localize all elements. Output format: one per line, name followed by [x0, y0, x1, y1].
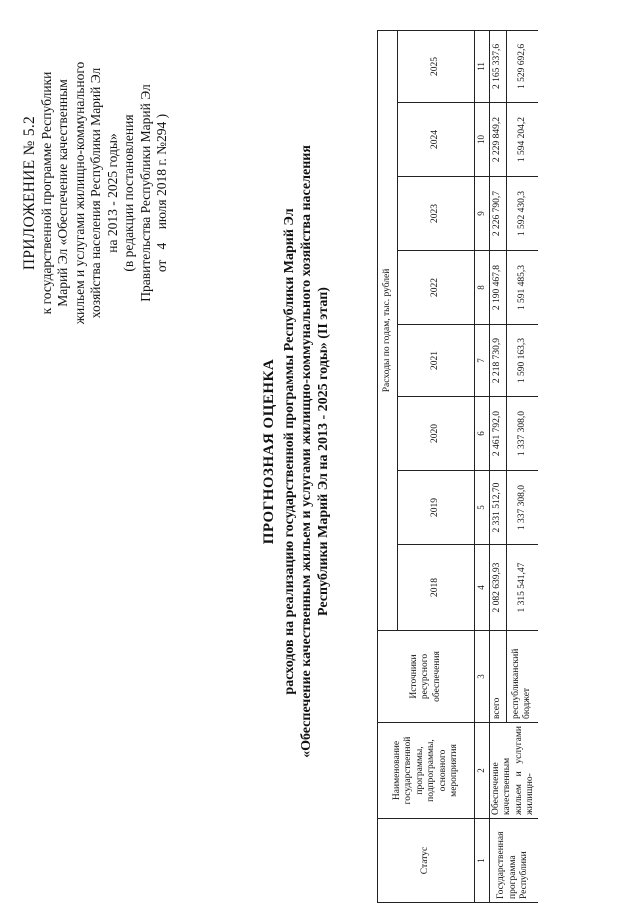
value-cell: 1 529 692,6	[507, 30, 538, 102]
header-year: 2020	[398, 397, 475, 471]
value-cell: 2 165 337,6	[489, 30, 507, 102]
source-cell: республиканский бюджет	[507, 631, 538, 723]
column-number: 7	[475, 325, 490, 397]
document-subtitle: расходов на реализацию государственной программы Республики Марий Эл	[282, 208, 297, 695]
appendix-line: Марий Эл «Обеспечение качественным	[55, 79, 70, 307]
column-number: 6	[475, 397, 490, 471]
column-number: 3	[475, 631, 490, 723]
header-year: 2025	[398, 30, 475, 102]
header-year: 2022	[398, 251, 475, 325]
header-name: Наименование государственной программы, подпрограммы, основного мероприятия	[378, 723, 475, 819]
column-number: 5	[475, 471, 490, 545]
column-number: 10	[475, 103, 490, 177]
value-cell: 2 461 792,0	[489, 397, 507, 471]
appendix-line: жильем и услугами жилищно-коммунального	[71, 61, 87, 325]
value-cell: 2 218 730,9	[489, 325, 507, 397]
header-year: 2024	[398, 103, 475, 177]
appendix-title: ПРИЛОЖЕНИЕ № 5.2	[21, 115, 38, 271]
column-number: 11	[475, 30, 490, 102]
value-cell: 1 591 485,3	[507, 251, 538, 325]
header-expenses-group: Расходы по годам, тыс. рублей	[378, 30, 398, 630]
source-cell: всего	[489, 631, 507, 723]
value-cell: 2 082 639,93	[489, 545, 507, 631]
appendix-signature: от 4 июля 2018 г. №294 )	[154, 113, 169, 273]
header-year: 2021	[398, 325, 475, 397]
value-cell: 2 331 512,70	[489, 471, 507, 545]
value-cell: 1 315 541,47	[507, 545, 538, 631]
column-number: 2	[475, 723, 490, 819]
appendix-line: Правительства Республики Марий Эл	[137, 84, 153, 302]
column-number: 1	[475, 819, 490, 903]
appendix-line: на 2013 - 2025 годы»	[104, 133, 120, 253]
value-cell: 2 190 467,8	[489, 251, 507, 325]
header-year: 2018	[398, 545, 475, 631]
column-number: 4	[475, 545, 490, 631]
appendix-line: к государственной программе Республики	[38, 71, 54, 315]
table-row	[489, 30, 507, 902]
header-sources: Источники ресурсного обеспечения	[378, 631, 475, 723]
appendix-block	[22, 43, 171, 343]
document-subtitle: Республики Марий Эл на 2013 - 2025 годы» (II этап)	[316, 287, 331, 616]
appendix-line: (в редакции постановления	[121, 114, 136, 272]
header-status: Статус	[378, 819, 475, 903]
value-cell: 1 337 308,0	[507, 471, 538, 545]
appendix-line: хозяйства населения Республики Марий Эл	[88, 67, 103, 319]
expenses-table	[377, 30, 538, 903]
document-title: ПРОГНОЗНАЯ ОЦЕНКА	[261, 358, 277, 545]
column-number: 8	[475, 251, 490, 325]
value-cell: 1 337 308,0	[507, 397, 538, 471]
column-number: 9	[475, 177, 490, 251]
value-cell: 2 226 790,7	[489, 177, 507, 251]
value-cell: 1 590 163,3	[507, 325, 538, 397]
document-subtitle: «Обеспечение качественным жильем и услугами жилищно-коммунального хозяйства населения	[299, 145, 314, 758]
value-cell: 1 592 430,3	[507, 177, 538, 251]
value-cell: 1 594 204,2	[507, 103, 538, 177]
value-cell: 2 229 849,2	[489, 103, 507, 177]
status-cell: Государственная программа Республики	[489, 819, 538, 903]
program-name-cell: Обеспечение качественным жильем и услугами жилищно-	[489, 723, 538, 819]
header-year: 2023	[398, 177, 475, 251]
header-year: 2019	[398, 471, 475, 545]
